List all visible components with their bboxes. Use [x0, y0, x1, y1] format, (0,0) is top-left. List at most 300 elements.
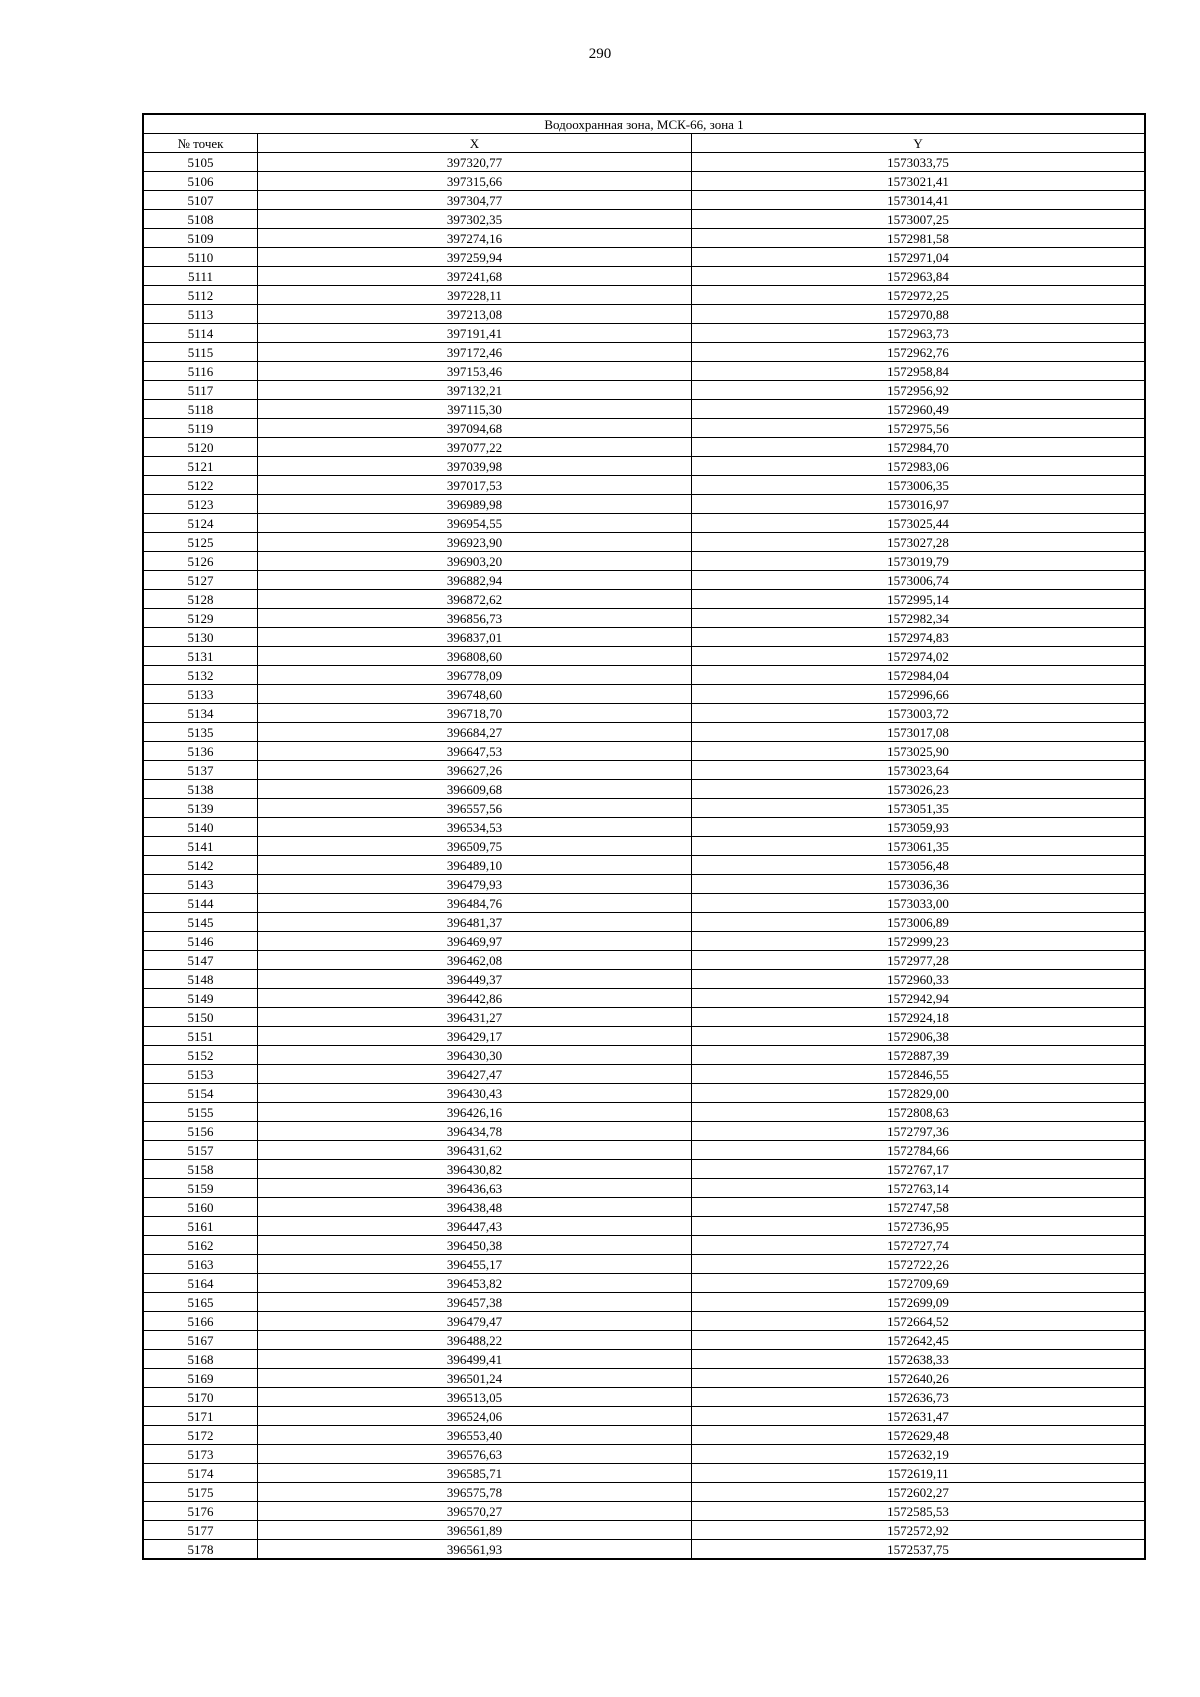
table-row	[144, 1255, 1145, 1274]
cell-x: 397241,68	[258, 267, 692, 286]
cell-point-number: 5172	[144, 1426, 258, 1445]
cell-point-number: 5131	[144, 647, 258, 666]
cell-point-number: 5132	[144, 666, 258, 685]
cell-y: 1573026,23	[692, 780, 1145, 799]
page-number: 290	[588, 46, 612, 62]
cell-x: 397302,35	[258, 210, 692, 229]
cell-point-number: 5156	[144, 1122, 258, 1141]
cell-x: 396438,48	[258, 1198, 692, 1217]
table-title: Водоохранная зона, МСК-66, зона 1	[144, 115, 1145, 134]
cell-point-number: 5163	[144, 1255, 258, 1274]
cell-point-number: 5141	[144, 837, 258, 856]
table-row	[144, 742, 1145, 761]
table-row	[144, 571, 1145, 590]
cell-x: 396426,16	[258, 1103, 692, 1122]
cell-y: 1572971,04	[692, 248, 1145, 267]
cell-x: 396524,06	[258, 1407, 692, 1426]
table-row	[144, 1084, 1145, 1103]
table-row	[144, 362, 1145, 381]
table-row	[144, 1027, 1145, 1046]
cell-y: 1573006,89	[692, 913, 1145, 932]
cell-point-number: 5118	[144, 400, 258, 419]
cell-point-number: 5127	[144, 571, 258, 590]
cell-point-number: 5142	[144, 856, 258, 875]
cell-point-number: 5117	[144, 381, 258, 400]
cell-y: 1573033,75	[692, 153, 1145, 172]
table-row	[144, 1160, 1145, 1179]
cell-point-number: 5144	[144, 894, 258, 913]
table-row	[144, 552, 1145, 571]
cell-x: 396449,37	[258, 970, 692, 989]
cell-point-number: 5143	[144, 875, 258, 894]
cell-x: 396462,08	[258, 951, 692, 970]
cell-x: 396481,37	[258, 913, 692, 932]
table-row	[144, 1046, 1145, 1065]
cell-x: 396427,47	[258, 1065, 692, 1084]
cell-point-number: 5133	[144, 685, 258, 704]
table-header-row	[144, 134, 1145, 153]
cell-point-number: 5113	[144, 305, 258, 324]
cell-y: 1572960,49	[692, 400, 1145, 419]
cell-point-number: 5170	[144, 1388, 258, 1407]
cell-y: 1572736,95	[692, 1217, 1145, 1236]
cell-x: 396557,56	[258, 799, 692, 818]
table-row	[144, 1464, 1145, 1483]
cell-x: 397132,21	[258, 381, 692, 400]
cell-point-number: 5173	[144, 1445, 258, 1464]
cell-point-number: 5135	[144, 723, 258, 742]
cell-x: 396484,76	[258, 894, 692, 913]
table-row	[144, 704, 1145, 723]
cell-point-number: 5136	[144, 742, 258, 761]
cell-x: 396570,27	[258, 1502, 692, 1521]
cell-y: 1572709,69	[692, 1274, 1145, 1293]
cell-x: 397094,68	[258, 419, 692, 438]
cell-x: 396923,90	[258, 533, 692, 552]
cell-x: 396469,97	[258, 932, 692, 951]
cell-x: 396499,41	[258, 1350, 692, 1369]
cell-point-number: 5111	[144, 267, 258, 286]
cell-y: 1573014,41	[692, 191, 1145, 210]
table-row	[144, 495, 1145, 514]
table-row	[144, 153, 1145, 172]
table-row	[144, 1445, 1145, 1464]
cell-point-number: 5154	[144, 1084, 258, 1103]
cell-y: 1572887,39	[692, 1046, 1145, 1065]
cell-y: 1573061,35	[692, 837, 1145, 856]
cell-point-number: 5159	[144, 1179, 258, 1198]
table-row	[144, 875, 1145, 894]
cell-x: 397077,22	[258, 438, 692, 457]
cell-x: 396856,73	[258, 609, 692, 628]
cell-y: 1572956,92	[692, 381, 1145, 400]
table-row	[144, 1426, 1145, 1445]
cell-point-number: 5110	[144, 248, 258, 267]
cell-point-number: 5153	[144, 1065, 258, 1084]
cell-point-number: 5109	[144, 229, 258, 248]
cell-point-number: 5108	[144, 210, 258, 229]
table-row	[144, 324, 1145, 343]
cell-point-number: 5168	[144, 1350, 258, 1369]
table-row	[144, 1388, 1145, 1407]
cell-y: 1572631,47	[692, 1407, 1145, 1426]
table-row	[144, 229, 1145, 248]
cell-x: 396576,63	[258, 1445, 692, 1464]
cell-x: 396561,93	[258, 1540, 692, 1559]
table-row	[144, 628, 1145, 647]
cell-x: 396488,22	[258, 1331, 692, 1350]
cell-point-number: 5164	[144, 1274, 258, 1293]
cell-point-number: 5112	[144, 286, 258, 305]
table-row	[144, 1274, 1145, 1293]
cell-y: 1573033,00	[692, 894, 1145, 913]
cell-x: 396882,94	[258, 571, 692, 590]
cell-y: 1572846,55	[692, 1065, 1145, 1084]
table-row	[144, 381, 1145, 400]
cell-x: 396430,43	[258, 1084, 692, 1103]
table-row	[144, 210, 1145, 229]
cell-x: 396429,17	[258, 1027, 692, 1046]
cell-x: 396431,27	[258, 1008, 692, 1027]
cell-y: 1572829,00	[692, 1084, 1145, 1103]
table-row	[144, 267, 1145, 286]
cell-point-number: 5126	[144, 552, 258, 571]
cell-y: 1573021,41	[692, 172, 1145, 191]
cell-y: 1572572,92	[692, 1521, 1145, 1540]
cell-y: 1572906,38	[692, 1027, 1145, 1046]
cell-point-number: 5140	[144, 818, 258, 837]
cell-x: 396808,60	[258, 647, 692, 666]
table-row	[144, 343, 1145, 362]
cell-x: 397153,46	[258, 362, 692, 381]
table-row	[144, 1521, 1145, 1540]
cell-x: 396903,20	[258, 552, 692, 571]
cell-x: 396453,82	[258, 1274, 692, 1293]
cell-x: 397274,16	[258, 229, 692, 248]
cell-point-number: 5147	[144, 951, 258, 970]
column-header-y: Y	[692, 134, 1145, 153]
table-row	[144, 970, 1145, 989]
table-row	[144, 1350, 1145, 1369]
table-row	[144, 248, 1145, 267]
cell-x: 396872,62	[258, 590, 692, 609]
cell-point-number: 5106	[144, 172, 258, 191]
cell-point-number: 5177	[144, 1521, 258, 1540]
cell-point-number: 5176	[144, 1502, 258, 1521]
cell-x: 396447,43	[258, 1217, 692, 1236]
cell-x: 396501,24	[258, 1369, 692, 1388]
cell-y: 1572632,19	[692, 1445, 1145, 1464]
cell-x: 396479,47	[258, 1312, 692, 1331]
table-row	[144, 419, 1145, 438]
cell-y: 1572636,73	[692, 1388, 1145, 1407]
cell-y: 1573006,35	[692, 476, 1145, 495]
cell-y: 1573025,90	[692, 742, 1145, 761]
cell-point-number: 5166	[144, 1312, 258, 1331]
cell-x: 396434,78	[258, 1122, 692, 1141]
cell-y: 1572977,28	[692, 951, 1145, 970]
cell-point-number: 5178	[144, 1540, 258, 1559]
cell-point-number: 5175	[144, 1483, 258, 1502]
column-header-x: X	[258, 134, 692, 153]
table-row	[144, 1502, 1145, 1521]
cell-point-number: 5165	[144, 1293, 258, 1312]
cell-point-number: 5149	[144, 989, 258, 1008]
cell-point-number: 5125	[144, 533, 258, 552]
cell-point-number: 5171	[144, 1407, 258, 1426]
cell-y: 1572638,33	[692, 1350, 1145, 1369]
cell-y: 1572972,25	[692, 286, 1145, 305]
table-row	[144, 989, 1145, 1008]
table-row	[144, 1103, 1145, 1122]
cell-point-number: 5105	[144, 153, 258, 172]
cell-x: 397228,11	[258, 286, 692, 305]
cell-point-number: 5162	[144, 1236, 258, 1255]
cell-x: 396684,27	[258, 723, 692, 742]
cell-point-number: 5122	[144, 476, 258, 495]
table-row	[144, 305, 1145, 324]
cell-y: 1573051,35	[692, 799, 1145, 818]
cell-y: 1572984,04	[692, 666, 1145, 685]
table-row	[144, 1293, 1145, 1312]
table-row	[144, 932, 1145, 951]
cell-x: 396513,05	[258, 1388, 692, 1407]
cell-y: 1572963,73	[692, 324, 1145, 343]
table-row	[144, 590, 1145, 609]
cell-point-number: 5152	[144, 1046, 258, 1065]
table-row	[144, 1217, 1145, 1236]
cell-y: 1572975,56	[692, 419, 1145, 438]
cell-x: 396457,38	[258, 1293, 692, 1312]
cell-y: 1572982,34	[692, 609, 1145, 628]
cell-x: 396837,01	[258, 628, 692, 647]
cell-point-number: 5157	[144, 1141, 258, 1160]
cell-x: 396489,10	[258, 856, 692, 875]
table-row	[144, 514, 1145, 533]
table-row	[144, 1540, 1145, 1559]
cell-x: 397304,77	[258, 191, 692, 210]
coordinates-table	[143, 114, 1145, 1559]
cell-point-number: 5160	[144, 1198, 258, 1217]
cell-y: 1573025,44	[692, 514, 1145, 533]
cell-point-number: 5137	[144, 761, 258, 780]
cell-y: 1572642,45	[692, 1331, 1145, 1350]
cell-x: 396647,53	[258, 742, 692, 761]
cell-y: 1572974,02	[692, 647, 1145, 666]
cell-x: 396575,78	[258, 1483, 692, 1502]
cell-x: 397191,41	[258, 324, 692, 343]
cell-x: 396455,17	[258, 1255, 692, 1274]
table-row	[144, 780, 1145, 799]
cell-y: 1572970,88	[692, 305, 1145, 324]
cell-y: 1573007,25	[692, 210, 1145, 229]
cell-y: 1572999,23	[692, 932, 1145, 951]
cell-y: 1572924,18	[692, 1008, 1145, 1027]
table-row	[144, 1179, 1145, 1198]
cell-y: 1572958,84	[692, 362, 1145, 381]
table-row	[144, 1331, 1145, 1350]
cell-y: 1572602,27	[692, 1483, 1145, 1502]
cell-point-number: 5124	[144, 514, 258, 533]
cell-x: 396430,30	[258, 1046, 692, 1065]
cell-point-number: 5116	[144, 362, 258, 381]
cell-x: 396442,86	[258, 989, 692, 1008]
table-row	[144, 837, 1145, 856]
table-row	[144, 856, 1145, 875]
cell-y: 1572974,83	[692, 628, 1145, 647]
table-row	[144, 1008, 1145, 1027]
table-row	[144, 457, 1145, 476]
cell-y: 1572629,48	[692, 1426, 1145, 1445]
cell-point-number: 5148	[144, 970, 258, 989]
cell-x: 396553,40	[258, 1426, 692, 1445]
table-row	[144, 951, 1145, 970]
cell-y: 1573059,93	[692, 818, 1145, 837]
cell-point-number: 5167	[144, 1331, 258, 1350]
cell-y: 1572984,70	[692, 438, 1145, 457]
cell-x: 396778,09	[258, 666, 692, 685]
cell-point-number: 5158	[144, 1160, 258, 1179]
table-row	[144, 647, 1145, 666]
table-body	[144, 153, 1145, 1559]
cell-point-number: 5169	[144, 1369, 258, 1388]
cell-x: 397259,94	[258, 248, 692, 267]
cell-x: 396430,82	[258, 1160, 692, 1179]
cell-y: 1573036,36	[692, 875, 1145, 894]
cell-y: 1572763,14	[692, 1179, 1145, 1198]
cell-x: 396509,75	[258, 837, 692, 856]
cell-point-number: 5120	[144, 438, 258, 457]
cell-x: 396534,53	[258, 818, 692, 837]
table-row	[144, 1122, 1145, 1141]
table-row	[144, 476, 1145, 495]
table-row	[144, 1369, 1145, 1388]
table-row	[144, 1483, 1145, 1502]
table-row	[144, 609, 1145, 628]
column-header-point-number: № точек	[144, 134, 258, 153]
cell-y: 1572537,75	[692, 1540, 1145, 1559]
cell-y: 1572727,74	[692, 1236, 1145, 1255]
cell-y: 1572962,76	[692, 343, 1145, 362]
table-row	[144, 894, 1145, 913]
cell-point-number: 5115	[144, 343, 258, 362]
table-row	[144, 799, 1145, 818]
cell-point-number: 5119	[144, 419, 258, 438]
cell-y: 1572808,63	[692, 1103, 1145, 1122]
cell-point-number: 5129	[144, 609, 258, 628]
cell-x: 397115,30	[258, 400, 692, 419]
table-row	[144, 761, 1145, 780]
cell-y: 1572585,53	[692, 1502, 1145, 1521]
table-title-row	[144, 115, 1145, 134]
cell-point-number: 5155	[144, 1103, 258, 1122]
cell-point-number: 5128	[144, 590, 258, 609]
cell-y: 1573017,08	[692, 723, 1145, 742]
table-row	[144, 1065, 1145, 1084]
cell-x: 396954,55	[258, 514, 692, 533]
cell-y: 1573027,28	[692, 533, 1145, 552]
cell-y: 1572996,66	[692, 685, 1145, 704]
cell-x: 396748,60	[258, 685, 692, 704]
cell-x: 396450,38	[258, 1236, 692, 1255]
cell-point-number: 5123	[144, 495, 258, 514]
cell-y: 1572983,06	[692, 457, 1145, 476]
table-row	[144, 172, 1145, 191]
table-row	[144, 723, 1145, 742]
cell-point-number: 5161	[144, 1217, 258, 1236]
cell-point-number: 5150	[144, 1008, 258, 1027]
cell-y: 1572963,84	[692, 267, 1145, 286]
cell-y: 1572722,26	[692, 1255, 1145, 1274]
cell-x: 396479,93	[258, 875, 692, 894]
cell-x: 396431,62	[258, 1141, 692, 1160]
cell-y: 1572699,09	[692, 1293, 1145, 1312]
cell-y: 1573056,48	[692, 856, 1145, 875]
cell-point-number: 5121	[144, 457, 258, 476]
cell-y: 1572784,66	[692, 1141, 1145, 1160]
cell-point-number: 5138	[144, 780, 258, 799]
cell-x: 397320,77	[258, 153, 692, 172]
cell-y: 1572767,17	[692, 1160, 1145, 1179]
cell-point-number: 5107	[144, 191, 258, 210]
cell-point-number: 5114	[144, 324, 258, 343]
cell-y: 1572981,58	[692, 229, 1145, 248]
table-row	[144, 818, 1145, 837]
table-row	[144, 438, 1145, 457]
cell-y: 1572640,26	[692, 1369, 1145, 1388]
cell-y: 1573023,64	[692, 761, 1145, 780]
cell-x: 396585,71	[258, 1464, 692, 1483]
cell-y: 1572797,36	[692, 1122, 1145, 1141]
cell-x: 396627,26	[258, 761, 692, 780]
cell-point-number: 5139	[144, 799, 258, 818]
cell-y: 1572942,94	[692, 989, 1145, 1008]
cell-x: 397039,98	[258, 457, 692, 476]
cell-point-number: 5134	[144, 704, 258, 723]
cell-x: 397213,08	[258, 305, 692, 324]
cell-x: 396718,70	[258, 704, 692, 723]
cell-point-number: 5145	[144, 913, 258, 932]
cell-y: 1573006,74	[692, 571, 1145, 590]
cell-point-number: 5146	[144, 932, 258, 951]
table-row	[144, 1407, 1145, 1426]
cell-x: 396989,98	[258, 495, 692, 514]
cell-y: 1573019,79	[692, 552, 1145, 571]
table-row	[144, 400, 1145, 419]
cell-point-number: 5151	[144, 1027, 258, 1046]
cell-x: 397315,66	[258, 172, 692, 191]
cell-y: 1572747,58	[692, 1198, 1145, 1217]
table-row	[144, 1312, 1145, 1331]
cell-x: 396561,89	[258, 1521, 692, 1540]
table-row	[144, 533, 1145, 552]
cell-y: 1572664,52	[692, 1312, 1145, 1331]
table-row	[144, 685, 1145, 704]
cell-point-number: 5130	[144, 628, 258, 647]
cell-y: 1572995,14	[692, 590, 1145, 609]
cell-x: 397017,53	[258, 476, 692, 495]
cell-x: 397172,46	[258, 343, 692, 362]
cell-y: 1573016,97	[692, 495, 1145, 514]
table-row	[144, 1198, 1145, 1217]
table-row	[144, 1141, 1145, 1160]
cell-y: 1573003,72	[692, 704, 1145, 723]
cell-x: 396609,68	[258, 780, 692, 799]
cell-y: 1572619,11	[692, 1464, 1145, 1483]
table-row	[144, 191, 1145, 210]
table-row	[144, 666, 1145, 685]
cell-y: 1572960,33	[692, 970, 1145, 989]
